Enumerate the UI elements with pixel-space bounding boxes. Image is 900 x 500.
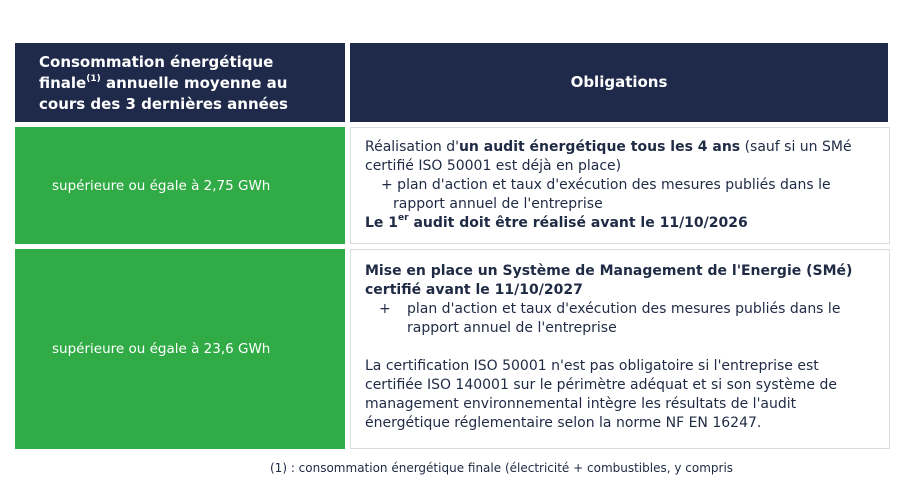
obligation-cell-1	[350, 127, 890, 244]
threshold-cell-1	[15, 127, 345, 244]
footnote: (1) : consommation énergétique finale (électricité + combustibles, y compris	[270, 461, 734, 475]
footnote-marker: (1)	[86, 74, 101, 84]
obligation-1-plus-cont: rapport annuel de l'entreprise	[393, 196, 603, 212]
header-obligations-title: Obligations	[570, 73, 668, 91]
header-obligations	[350, 43, 888, 122]
obligation-1-deadline	[365, 214, 879, 233]
obligation-2-plus-text: plan d'action et taux d'exécution des mesures publiés dans le rapport annuel de l'entreprise	[407, 301, 841, 336]
header-consumption	[15, 43, 345, 122]
deadline-post: audit doit être réalisé avant le 11/10/2026	[408, 215, 748, 231]
threshold-cell-2	[15, 249, 345, 449]
deadline-pre: Le 1	[365, 215, 399, 231]
plus-symbol: +	[379, 301, 391, 317]
obligation-1-pre: Réalisation d'	[365, 139, 459, 155]
threshold-label-1: supérieure ou égale à 2,75 GWh	[52, 177, 271, 194]
obligation-cell-2	[350, 249, 890, 449]
obligation-1-plus-line: + plan d'action et taux d'exécution des mesures publiés dans le	[381, 177, 831, 193]
obligation-2-plus	[365, 300, 879, 338]
header-consumption-title-rest: annuelle moyenne au cours des 3 dernières années	[39, 74, 288, 113]
obligation-1-post: (sauf si un SMé certifié ISO 50001 est déjà en place)	[365, 139, 852, 174]
deadline-sup: er	[398, 213, 409, 224]
threshold-label-2: supérieure ou égale à 23,6 GWh	[52, 341, 271, 357]
obligation-1-plus	[365, 176, 879, 214]
obligation-2-title: Mise en place un Système de Management de l'Energie (SMé) certifié avant le 11/10/2027	[365, 263, 853, 298]
obligation-1-bold: un audit énergétique tous les 4 ans	[458, 139, 741, 155]
spacer	[365, 338, 879, 357]
obligation-1-main	[365, 138, 879, 176]
header-consumption-title: Consommation énergétique finale	[39, 53, 274, 92]
obligation-2-note: La certification ISO 50001 n'est pas obligatoire si l'entreprise est certifiée ISO 140001 sur le périmètre adéquat et si son système de management environnemental intègre les résultats de l'audit énergétique réglementaire selon la norme NF EN 16247.	[365, 358, 837, 431]
